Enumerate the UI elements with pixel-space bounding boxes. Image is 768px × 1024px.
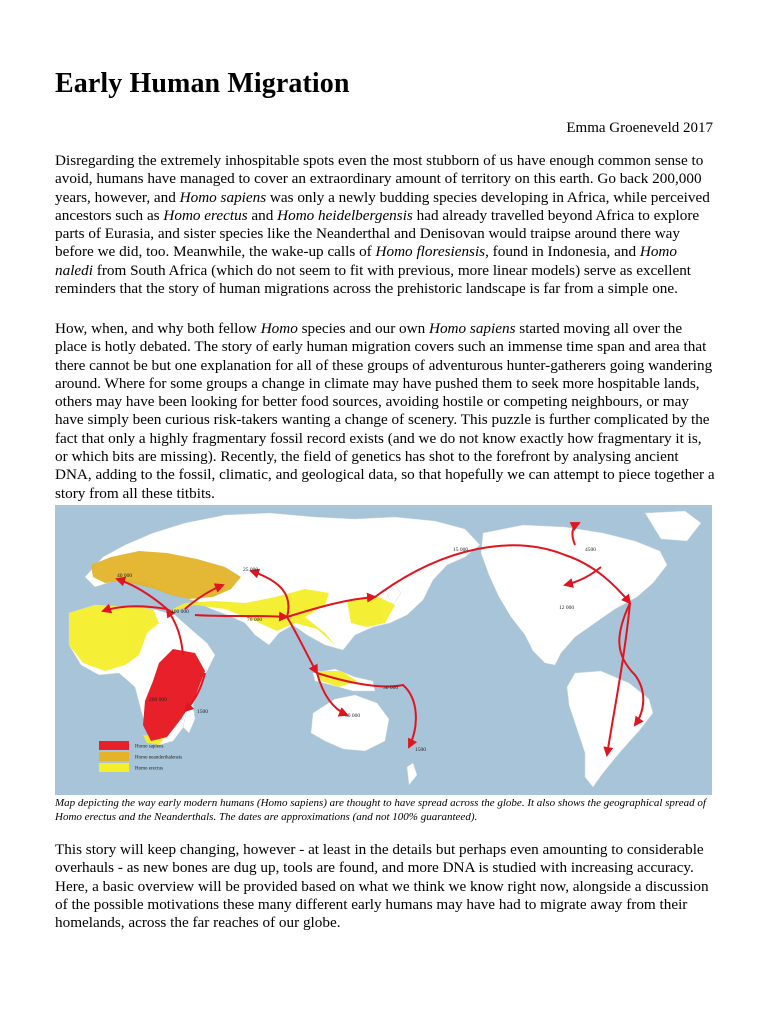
- date-label-4500: 4500: [585, 547, 596, 553]
- species-name: Homo heidelbergensis: [277, 206, 413, 224]
- paragraph-3: This story will keep changing, however - at least in the details but perhaps even amounting to considerable overhauls - as new bones are dug up, tools are found, and more DNA is studied with increasing accuracy. Here, a basic overview will be provided based on what we think we know right now, alongside a discussion of the possible motivations these many different early humans may have had to migrate away from their homelands, across the far reaches of our globe.: [55, 841, 709, 932]
- paragraph-2: [55, 320, 715, 503]
- text-run: and: [247, 206, 278, 224]
- species-name: Homo: [260, 320, 298, 337]
- date-label-30000: 30 000: [383, 685, 399, 691]
- legend-swatch-neanderthal: [99, 752, 129, 761]
- date-label-50000: 50 000: [345, 713, 361, 719]
- date-label-70000: 70 000: [247, 617, 263, 623]
- date-label-200000: 200 000: [149, 697, 167, 703]
- migration-map: [55, 505, 712, 795]
- paragraph-1: [55, 152, 715, 298]
- legend-label-erectus: Homo erectus: [135, 766, 163, 772]
- species-name: Homo naledi: [55, 243, 677, 279]
- author-line: Emma Groeneveld 2017: [566, 120, 713, 136]
- legend-swatch-erectus: [99, 763, 129, 772]
- date-label-25000: 25 000: [243, 567, 259, 573]
- date-label-100000: 100 000: [171, 609, 189, 615]
- legend-label-sapiens: Homo sapiens: [135, 744, 164, 750]
- figure-caption: Map depicting the way early modern humans (Homo sapiens) are thought to have spread across the globe. It also shows the geographical spread of Homo erectus and the Neanderthals. The dates are approximations (and not 100% guaranteed).: [55, 797, 706, 823]
- species-name: Homo sapiens: [179, 188, 267, 206]
- date-label-40000: 40 000: [117, 573, 133, 579]
- page-title: Early Human Migration: [55, 68, 350, 99]
- text-run: from South Africa (which do not seem to fit with previous, more linear models) serve as excellent reminders that the story of human migrations across the prehistoric landscape is far from a simple one.: [55, 261, 692, 298]
- date-label-1500-madagascar: 1500: [197, 709, 208, 715]
- date-label-12000: 12 000: [559, 605, 575, 611]
- text-run: was only a newly budding species developing in Africa, while perceived ancestors such as: [55, 188, 710, 224]
- legend-label-neanderthal: Homo neanderthalensis: [135, 755, 183, 761]
- text-run: species and our own: [297, 320, 429, 337]
- species-name: Homo sapiens: [429, 320, 516, 337]
- text-run: started moving all over the place is hotly debated. The story of early human migration covers such an immense time span and area that there cannot be but one explanation for all of these groups of adventurous hunter-gatherers going wandering around. Where for some groups a change in climate may have pushed them to seek more hospitable lands, others may have been looking for better food sources, avoiding hostile or competing neighbours, or may have simply been curious risk-takers wanting a change of scenery. This puzzle is further complicated by the fact that only a highly fragmentary fossil record exists (and we do not know exactly how fragmentary it is, or which bits are missing). Recently, the field of genetics has shot to the forefront by analysing ancient DNA, adding to the fossil, climatic, and geological data, so that hopefully we can attempt to piece together a story from all these titbits.: [55, 320, 715, 502]
- text-run: How, when, and why both fellow: [55, 320, 261, 337]
- species-name: Homo erectus: [163, 206, 248, 224]
- date-label-1500-newzealand: 1500: [415, 747, 426, 753]
- date-label-15000: 15 000: [453, 547, 469, 553]
- legend-swatch-sapiens: [99, 741, 129, 750]
- text-run: Disregarding the extremely inhospitable spots even the most stubborn of us have enough common sense to avoid, humans have managed to cover an extraordinary amount of territory on this earth. Go back 200,000 years, however, and: [55, 152, 704, 206]
- species-name: Homo floresiensis: [375, 243, 486, 261]
- text-run: , found in Indonesia, and: [485, 243, 640, 261]
- text-run: had already travelled beyond Africa to explore parts of Eurasia, and sister species like the Neanderthal and Denisovan would traipse around there way before we did, too. Meanwhile, the wake-up calls of: [55, 206, 700, 261]
